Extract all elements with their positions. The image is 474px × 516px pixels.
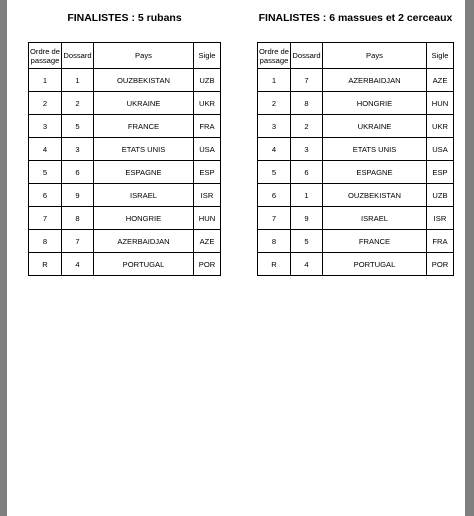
cell-dossard: 9 — [291, 207, 323, 230]
cell-dossard: 7 — [291, 69, 323, 92]
cell-dossard: 7 — [62, 230, 94, 253]
cell-sigle: UKR — [427, 115, 454, 138]
table-row — [29, 230, 221, 253]
cell-pays: OUZBEKISTAN — [94, 69, 194, 92]
table-row — [258, 138, 454, 161]
cell-dossard: 1 — [62, 69, 94, 92]
table-row — [258, 230, 454, 253]
document-page — [7, 0, 465, 516]
table-row — [258, 69, 454, 92]
cell-dossard: 8 — [291, 92, 323, 115]
cell-pays: ISRAEL — [323, 207, 427, 230]
table-body — [29, 69, 221, 276]
header-ordre-de-passage: Ordre de passage — [29, 43, 62, 69]
cell-dossard: 9 — [62, 184, 94, 207]
table-title: FINALISTES : 5 rubans — [67, 12, 182, 24]
cell-pays: ISRAEL — [94, 184, 194, 207]
table-block-rubans — [28, 10, 221, 276]
table-row — [258, 161, 454, 184]
cell-sigle: UZB — [427, 184, 454, 207]
cell-sigle: FRA — [427, 230, 454, 253]
cell-pays: AZERBAIDJAN — [323, 69, 427, 92]
cell-ordre: 8 — [29, 230, 62, 253]
cell-sigle: ESP — [194, 161, 221, 184]
cell-dossard: 3 — [291, 138, 323, 161]
cell-pays: FRANCE — [94, 115, 194, 138]
cell-sigle: FRA — [194, 115, 221, 138]
cell-pays: ESPAGNE — [323, 161, 427, 184]
cell-sigle: HUN — [194, 207, 221, 230]
header-pays: Pays — [94, 43, 194, 69]
table-row — [29, 253, 221, 276]
table-row — [258, 115, 454, 138]
cell-dossard: 5 — [291, 230, 323, 253]
cell-sigle: ESP — [427, 161, 454, 184]
cell-pays: ETATS UNIS — [323, 138, 427, 161]
cell-ordre: 3 — [29, 115, 62, 138]
cell-sigle: USA — [427, 138, 454, 161]
table-row — [29, 184, 221, 207]
cell-ordre: 4 — [29, 138, 62, 161]
table-row — [29, 161, 221, 184]
cell-pays: OUZBEKISTAN — [323, 184, 427, 207]
table-row — [258, 92, 454, 115]
finalists-table — [28, 42, 221, 276]
cell-sigle: ISR — [427, 207, 454, 230]
table-header-row — [258, 43, 454, 69]
header-pays: Pays — [323, 43, 427, 69]
cell-ordre: 6 — [29, 184, 62, 207]
table-title: FINALISTES : 6 massues et 2 cerceaux — [258, 12, 453, 24]
cell-sigle: UKR — [194, 92, 221, 115]
cell-pays: UKRAINE — [323, 115, 427, 138]
cell-sigle: AZE — [427, 69, 454, 92]
cell-dossard: 2 — [62, 92, 94, 115]
cell-ordre: 1 — [29, 69, 62, 92]
cell-pays: FRANCE — [323, 230, 427, 253]
cell-pays: HONGRIE — [94, 207, 194, 230]
header-sigle: Sigle — [194, 43, 221, 69]
table-row — [29, 207, 221, 230]
cell-sigle: POR — [427, 253, 454, 276]
table-row — [29, 115, 221, 138]
cell-pays: AZERBAIDJAN — [94, 230, 194, 253]
cell-sigle: USA — [194, 138, 221, 161]
cell-pays: PORTUGAL — [323, 253, 427, 276]
cell-ordre: 3 — [258, 115, 291, 138]
cell-ordre: 7 — [258, 207, 291, 230]
table-header-row — [29, 43, 221, 69]
cell-dossard: 6 — [291, 161, 323, 184]
cell-pays: UKRAINE — [94, 92, 194, 115]
cell-ordre: 5 — [258, 161, 291, 184]
cell-dossard: 1 — [291, 184, 323, 207]
cell-dossard: 6 — [62, 161, 94, 184]
cell-dossard: 8 — [62, 207, 94, 230]
cell-ordre: 8 — [258, 230, 291, 253]
table-row — [29, 138, 221, 161]
header-dossard: Dossard — [291, 43, 323, 69]
table-row — [29, 92, 221, 115]
cell-ordre: 2 — [29, 92, 62, 115]
cell-ordre: R — [258, 253, 291, 276]
table-row — [258, 253, 454, 276]
table-row — [29, 69, 221, 92]
cell-pays: ETATS UNIS — [94, 138, 194, 161]
cell-dossard: 3 — [62, 138, 94, 161]
cell-ordre: R — [29, 253, 62, 276]
cell-sigle: HUN — [427, 92, 454, 115]
cell-ordre: 6 — [258, 184, 291, 207]
cell-sigle: ISR — [194, 184, 221, 207]
cell-ordre: 1 — [258, 69, 291, 92]
table-row — [258, 184, 454, 207]
cell-dossard: 4 — [291, 253, 323, 276]
table-body — [258, 69, 454, 276]
cell-ordre: 2 — [258, 92, 291, 115]
finalists-table — [257, 42, 454, 276]
cell-ordre: 5 — [29, 161, 62, 184]
cell-sigle: AZE — [194, 230, 221, 253]
cell-pays: HONGRIE — [323, 92, 427, 115]
cell-dossard: 4 — [62, 253, 94, 276]
table-block-massues-cerceaux — [257, 10, 454, 276]
cell-sigle: POR — [194, 253, 221, 276]
cell-dossard: 5 — [62, 115, 94, 138]
header-ordre-de-passage: Ordre de passage — [258, 43, 291, 69]
cell-sigle: UZB — [194, 69, 221, 92]
table-row — [258, 207, 454, 230]
header-dossard: Dossard — [62, 43, 94, 69]
header-sigle: Sigle — [427, 43, 454, 69]
cell-ordre: 7 — [29, 207, 62, 230]
cell-pays: ESPAGNE — [94, 161, 194, 184]
cell-dossard: 2 — [291, 115, 323, 138]
cell-pays: PORTUGAL — [94, 253, 194, 276]
cell-ordre: 4 — [258, 138, 291, 161]
